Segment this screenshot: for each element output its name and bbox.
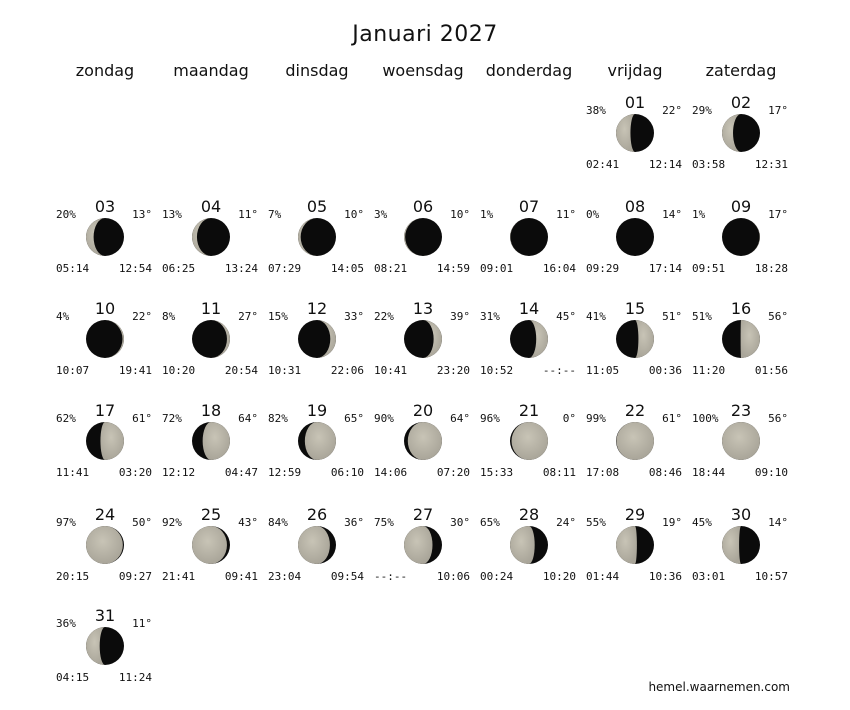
illumination-percent: 84% — [268, 516, 288, 529]
day-number: 30 — [730, 505, 752, 524]
moonset-time: 09:27 — [118, 570, 152, 583]
moon-altitude: 56° — [768, 310, 788, 323]
moon-altitude: 56° — [768, 412, 788, 425]
day-number: 13 — [412, 299, 434, 318]
moonset-time: 14:05 — [330, 262, 364, 275]
day-number: 23 — [730, 401, 752, 420]
moonrise-time: 03:01 — [692, 570, 726, 583]
moon-altitude: 61° — [662, 412, 682, 425]
weekday-zondag: zondag — [75, 61, 135, 80]
day-cell — [158, 401, 264, 505]
illumination-percent: 36% — [56, 617, 76, 630]
illumination-percent: 4% — [56, 310, 70, 323]
moon-lit-part — [298, 526, 330, 564]
illumination-percent: 62% — [56, 412, 76, 425]
moon-lit-part — [616, 526, 637, 564]
moon-phase-icon — [403, 525, 443, 565]
illumination-percent: 99% — [586, 412, 606, 425]
moon-altitude: 64° — [238, 412, 258, 425]
moonrise-time: 10:20 — [162, 364, 196, 377]
moonrise-time: 10:07 — [56, 364, 90, 377]
moon-altitude: 61° — [132, 412, 152, 425]
day-number: 10 — [94, 299, 116, 318]
moon-altitude: 65° — [344, 412, 364, 425]
moon-altitude: 36° — [344, 516, 364, 529]
moon-altitude: 11° — [132, 617, 152, 630]
illumination-percent: 1% — [692, 208, 706, 221]
moonrise-time: 04:15 — [56, 671, 90, 684]
moonrise-time: 09:01 — [480, 262, 514, 275]
day-cell — [688, 505, 794, 609]
day-cell — [688, 197, 794, 301]
day-number: 18 — [200, 401, 222, 420]
moon-lit-part — [512, 422, 548, 460]
moonrise-time: 06:25 — [162, 262, 196, 275]
moon-lit-part — [305, 422, 336, 460]
day-number: 15 — [624, 299, 646, 318]
moonrise-time: 11:20 — [692, 364, 726, 377]
moon-altitude: 50° — [132, 516, 152, 529]
moonset-time: 17:14 — [648, 262, 682, 275]
moon-phase-icon — [615, 319, 655, 359]
moon-altitude: 14° — [768, 516, 788, 529]
moon-altitude: 22° — [132, 310, 152, 323]
day-cell — [264, 401, 370, 505]
illumination-percent: 1% — [480, 208, 494, 221]
moon-lit-part — [722, 526, 741, 564]
day-number: 27 — [412, 505, 434, 524]
moonrise-time: 18:44 — [692, 466, 726, 479]
day-cell — [158, 505, 264, 609]
moon-altitude: 22° — [662, 104, 682, 117]
day-cell — [688, 93, 794, 197]
moonset-time: 12:31 — [754, 158, 788, 171]
day-cell — [52, 299, 158, 403]
day-cell — [264, 505, 370, 609]
moonset-time: 23:20 — [436, 364, 470, 377]
illumination-percent: 20% — [56, 208, 76, 221]
moonrise-time: 09:29 — [586, 262, 620, 275]
moon-phase-icon — [721, 113, 761, 153]
illumination-percent: 100% — [692, 412, 719, 425]
page-title: Januari 2027 — [352, 22, 498, 47]
moon-lit-part — [408, 422, 442, 460]
moonset-time: 16:04 — [542, 262, 576, 275]
illumination-percent: 41% — [586, 310, 606, 323]
illumination-percent: 65% — [480, 516, 500, 529]
moon-altitude: 33° — [344, 310, 364, 323]
weekday-donderdag: donderdag — [485, 61, 573, 80]
moonset-time: 09:41 — [224, 570, 258, 583]
moon-altitude: 39° — [450, 310, 470, 323]
moon-lit-part — [203, 422, 230, 460]
moon-phase-icon — [721, 525, 761, 565]
day-number: 06 — [412, 197, 434, 216]
moon-phase-icon — [191, 525, 231, 565]
day-number: 16 — [730, 299, 752, 318]
moon-phase-icon — [85, 626, 125, 666]
moon-phase-icon — [85, 525, 125, 565]
day-cell — [582, 299, 688, 403]
moon-lit-part — [86, 526, 123, 564]
moonrise-time: 20:15 — [56, 570, 90, 583]
illumination-percent: 31% — [480, 310, 500, 323]
day-number: 29 — [624, 505, 646, 524]
moonrise-time: 17:08 — [586, 466, 620, 479]
moonset-time: 20:54 — [224, 364, 258, 377]
moon-phase-icon — [509, 525, 549, 565]
moonrise-time: 09:51 — [692, 262, 726, 275]
illumination-percent: 82% — [268, 412, 288, 425]
moonset-time: 10:20 — [542, 570, 576, 583]
day-number: 28 — [518, 505, 540, 524]
day-cell — [370, 197, 476, 301]
day-cell — [476, 505, 582, 609]
moonset-time: 03:20 — [118, 466, 152, 479]
illumination-percent: 92% — [162, 516, 182, 529]
weekday-maandag: maandag — [173, 61, 249, 80]
moonrise-time: 10:41 — [374, 364, 408, 377]
day-cell — [582, 505, 688, 609]
moonrise-time: 05:14 — [56, 262, 90, 275]
moonrise-time: 07:29 — [268, 262, 302, 275]
moon-altitude: 45° — [556, 310, 576, 323]
moon-phase-icon — [191, 421, 231, 461]
moonrise-time: 11:05 — [586, 364, 620, 377]
moonrise-time: 12:59 — [268, 466, 302, 479]
moon-lit-part — [741, 320, 760, 358]
moonset-time: 14:59 — [436, 262, 470, 275]
day-cell — [264, 299, 370, 403]
moonrise-time: 08:21 — [374, 262, 408, 275]
day-number: 04 — [200, 197, 222, 216]
moon-altitude: 19° — [662, 516, 682, 529]
moon-phase-icon — [191, 217, 231, 257]
moon-phase-icon — [509, 217, 549, 257]
day-number: 02 — [730, 93, 752, 112]
day-number: 08 — [624, 197, 646, 216]
moon-altitude: 24° — [556, 516, 576, 529]
moon-lit-part — [722, 422, 760, 460]
day-number: 22 — [624, 401, 646, 420]
moon-phase-icon — [509, 319, 549, 359]
moonset-time: 10:57 — [754, 570, 788, 583]
moonrise-time: 21:41 — [162, 570, 196, 583]
day-cell — [52, 505, 158, 609]
day-number: 12 — [306, 299, 328, 318]
illumination-percent: 97% — [56, 516, 76, 529]
moon-phase-icon — [403, 421, 443, 461]
moon-phase-icon — [85, 217, 125, 257]
day-cell — [52, 606, 158, 710]
moon-phase-icon — [297, 217, 337, 257]
illumination-percent: 29% — [692, 104, 712, 117]
moon-dark-disc — [616, 218, 654, 256]
moonset-time: 08:11 — [542, 466, 576, 479]
illumination-percent: 15% — [268, 310, 288, 323]
moonrise-time: 01:44 — [586, 570, 620, 583]
moonset-time: 19:41 — [118, 364, 152, 377]
day-cell — [264, 197, 370, 301]
day-cell — [688, 299, 794, 403]
illumination-percent: 7% — [268, 208, 282, 221]
moonset-time: 10:06 — [436, 570, 470, 583]
moon-altitude: 30° — [450, 516, 470, 529]
moonset-time: 08:46 — [648, 466, 682, 479]
day-number: 20 — [412, 401, 434, 420]
moonset-time: 06:10 — [330, 466, 364, 479]
day-cell — [476, 197, 582, 301]
day-cell — [158, 197, 264, 301]
illumination-percent: 38% — [586, 104, 606, 117]
moon-phase-icon — [615, 525, 655, 565]
moonset-time: 09:54 — [330, 570, 364, 583]
illumination-percent: 8% — [162, 310, 176, 323]
illumination-percent: 45% — [692, 516, 712, 529]
moonset-time: 00:36 — [648, 364, 682, 377]
moon-phase-icon — [85, 421, 125, 461]
moonset-time: 13:24 — [224, 262, 258, 275]
day-number: 14 — [518, 299, 540, 318]
day-cell — [582, 93, 688, 197]
day-number: 19 — [306, 401, 328, 420]
day-cell — [158, 299, 264, 403]
moon-altitude: 17° — [768, 104, 788, 117]
moon-phase-icon — [85, 319, 125, 359]
moonrise-time: 14:06 — [374, 466, 408, 479]
moon-altitude: 14° — [662, 208, 682, 221]
day-cell — [582, 401, 688, 505]
moon-altitude: 27° — [238, 310, 258, 323]
moonset-time: 11:24 — [118, 671, 152, 684]
moon-phase-icon — [297, 525, 337, 565]
illumination-percent: 55% — [586, 516, 606, 529]
moonset-time: 10:36 — [648, 570, 682, 583]
moonrise-time: 02:41 — [586, 158, 620, 171]
moonrise-time: 11:41 — [56, 466, 90, 479]
moon-phase-icon — [615, 113, 655, 153]
moonrise-time: 10:52 — [480, 364, 514, 377]
day-number: 03 — [94, 197, 116, 216]
moon-phase-icon — [191, 319, 231, 359]
moonset-time: 12:54 — [118, 262, 152, 275]
moon-phase-icon — [403, 217, 443, 257]
day-cell — [52, 401, 158, 505]
weekday-woensdag: woensdag — [382, 61, 464, 80]
moon-phase-icon — [721, 421, 761, 461]
day-number: 09 — [730, 197, 752, 216]
weekday-zaterdag: zaterdag — [705, 61, 777, 80]
illumination-percent: 51% — [692, 310, 712, 323]
illumination-percent: 90% — [374, 412, 394, 425]
moon-altitude: 11° — [556, 208, 576, 221]
moonset-time: 22:06 — [330, 364, 364, 377]
moon-altitude: 17° — [768, 208, 788, 221]
moon-altitude: 51° — [662, 310, 682, 323]
day-cell — [476, 401, 582, 505]
moonrise-time: 00:24 — [480, 570, 514, 583]
illumination-percent: 3% — [374, 208, 388, 221]
moonrise-time: 23:04 — [268, 570, 302, 583]
day-cell — [370, 505, 476, 609]
day-number: 25 — [200, 505, 222, 524]
day-number: 05 — [306, 197, 328, 216]
day-number: 11 — [200, 299, 222, 318]
illumination-percent: 13% — [162, 208, 182, 221]
moon-phase-icon — [721, 319, 761, 359]
moon-lit-part — [100, 422, 124, 460]
moon-phase-icon — [403, 319, 443, 359]
moon-altitude: 10° — [344, 208, 364, 221]
day-number: 31 — [94, 606, 116, 625]
moon-phase-icon — [297, 421, 337, 461]
moon-altitude: 13° — [132, 208, 152, 221]
illumination-percent: 72% — [162, 412, 182, 425]
moon-phase-icon — [615, 217, 655, 257]
illumination-percent: 96% — [480, 412, 500, 425]
moonset-time: 09:10 — [754, 466, 788, 479]
moonset-time: 01:56 — [754, 364, 788, 377]
moon-altitude: 0° — [562, 412, 576, 425]
illumination-percent: 0% — [586, 208, 600, 221]
moon-lit-part — [616, 422, 654, 460]
site-footer-credit: hemel.waarnemen.com — [648, 680, 790, 694]
day-number: 07 — [518, 197, 540, 216]
moon-phase-icon — [615, 421, 655, 461]
moonrise-time: --:-- — [374, 570, 408, 583]
day-cell — [370, 401, 476, 505]
weekday-vrijdag: vrijdag — [607, 61, 663, 80]
day-cell — [582, 197, 688, 301]
weekday-dinsdag: dinsdag — [285, 61, 349, 80]
moonrise-time: 15:33 — [480, 466, 514, 479]
illumination-percent: 22% — [374, 310, 394, 323]
illumination-percent: 75% — [374, 516, 394, 529]
moonrise-time: 12:12 — [162, 466, 196, 479]
moon-lit-part — [404, 526, 433, 564]
day-number: 26 — [306, 505, 328, 524]
moon-altitude: 64° — [450, 412, 470, 425]
moonset-time: 04:47 — [224, 466, 258, 479]
moon-altitude: 10° — [450, 208, 470, 221]
day-number: 17 — [94, 401, 116, 420]
day-number: 21 — [518, 401, 540, 420]
moonrise-time: 03:58 — [692, 158, 726, 171]
moon-lit-part — [510, 526, 535, 564]
day-cell — [52, 197, 158, 301]
moonset-time: 12:14 — [648, 158, 682, 171]
moonrise-time: 10:31 — [268, 364, 302, 377]
moon-phase-icon — [721, 217, 761, 257]
day-number: 01 — [624, 93, 646, 112]
moon-altitude: 43° — [238, 516, 258, 529]
day-cell — [688, 401, 794, 505]
moonset-time: --:-- — [542, 364, 576, 377]
moon-lit-part — [192, 526, 227, 564]
day-cell — [370, 299, 476, 403]
day-number: 24 — [94, 505, 116, 524]
moonset-time: 07:20 — [436, 466, 470, 479]
moon-phase-icon — [509, 421, 549, 461]
moonset-time: 18:28 — [754, 262, 788, 275]
moon-altitude: 11° — [238, 208, 258, 221]
moon-phase-icon — [297, 319, 337, 359]
day-cell — [476, 299, 582, 403]
